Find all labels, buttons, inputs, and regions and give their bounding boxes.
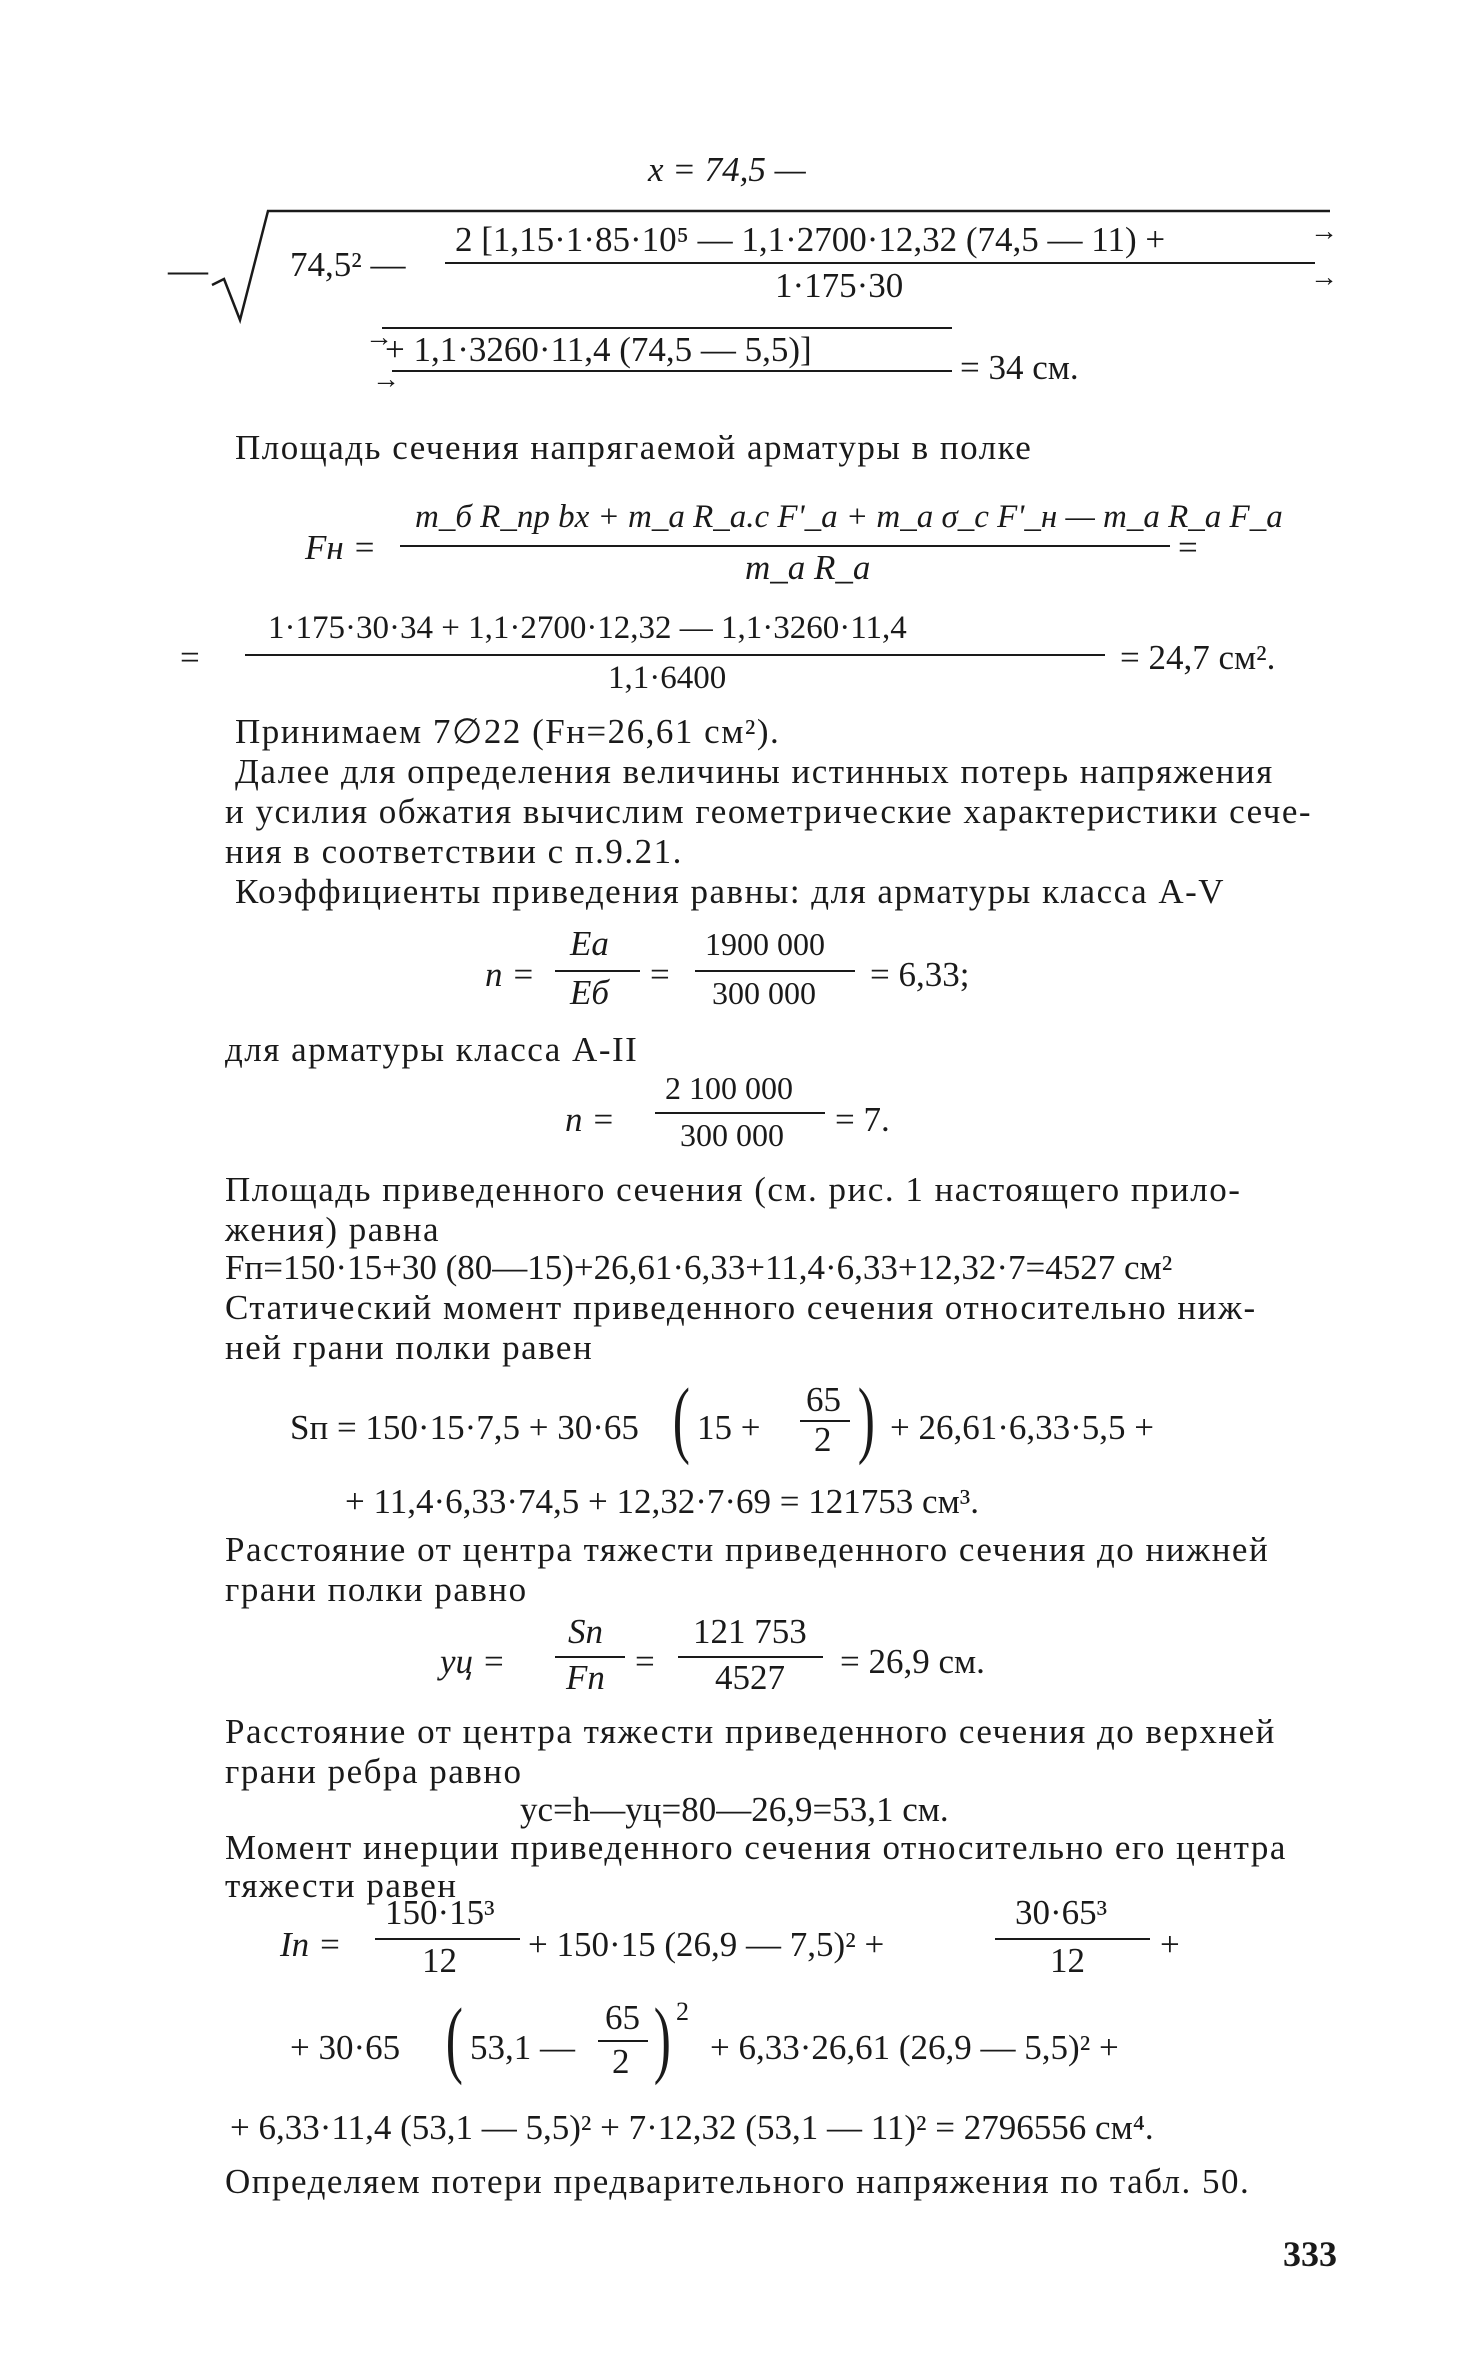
eq-i-plus: + [1160,1925,1180,1964]
eq-s-lhs: Sп = 150·15·7,5 + 30·65 [290,1408,639,1447]
paragraph-line: тяжести равен [225,1866,458,1905]
eq-i3: + 6,33·11,4 (53,1 — 5,5)² + 7·12,32 (53,1 — 11)² = 2796556 см⁴. [230,2108,1154,2147]
right-paren-glyph: ) [653,1990,671,2086]
eq-fp: Fп=150·15+30 (80—15)+26,61·6,33+11,4·6,33+12,32·7=4527 см² [225,1248,1173,1287]
fraction-bar [655,1112,825,1114]
eq-yc-num1: Sп [568,1612,603,1651]
eq-n1-den1: Eб [570,973,609,1012]
paragraph-line: жения) равна [225,1210,441,1249]
eq-s-line2: + 11,4·6,33·74,5 + 12,32·7·69 = 121753 см³. [345,1482,979,1521]
eq-yc-lhs: yц = [440,1642,506,1681]
paragraph-line: грани ребра равно [225,1752,523,1791]
eq-n1-num1: Eа [570,924,609,963]
eq-x-cont: + 1,1·3260·11,4 (74,5 — 5,5)] [385,330,812,369]
paragraph-line: Момент инерции приведенного сечения относительно его центра [225,1828,1287,1867]
eq-fn-lhs: Fн = [305,528,377,567]
eq-x-minus: — [168,247,208,292]
arrow-icon: → [1310,216,1338,247]
right-paren-glyph: ) [857,1370,875,1466]
eq-n2-result: = 7. [835,1100,890,1139]
eq-n2-num: 2 100 000 [665,1070,793,1106]
paragraph-line: Площадь приведенного сечения (см. рис. 1 настоящего прило- [225,1170,1242,1209]
eq-ys: yс=h—yц=80—26,9=53,1 см. [520,1790,949,1829]
eq-x-den: 1·175·30 [775,266,904,305]
fraction-bar [245,654,1105,656]
paragraph-line: для арматуры класса А-II [225,1030,639,1069]
eq-fn2-den: 1,1·6400 [608,660,727,696]
eq-fn-den: m_а R_а [745,548,871,587]
left-paren-glyph: ( [672,1370,690,1466]
eq-yc-result: = 26,9 см. [840,1642,985,1681]
eq-s-rest: + 26,61·6,33·5,5 + [890,1408,1155,1447]
fraction-bar [695,970,855,972]
eq-n1-result: = 6,33; [870,955,970,994]
eq-n2-lhs: n = [565,1100,615,1139]
eq-yc-num2: 121 753 [693,1612,807,1651]
eq-n1-num2: 1900 000 [705,926,825,962]
eq-n2-den: 300 000 [680,1117,784,1153]
eq-s-frac-den: 2 [814,1420,832,1459]
eq-n1-den2: 300 000 [712,975,816,1011]
paragraph-line: Расстояние от центра тяжести приведенного сечения до верхней [225,1712,1276,1751]
eq-i-mid: + 150·15 (26,9 — 7,5)² + [528,1925,885,1964]
eq-i2-a: + 30·65 [290,2028,401,2067]
eq-i2-inner: 53,1 — [470,2028,575,2067]
eq-i-num1: 150·15³ [385,1893,495,1932]
eq-i-den2: 12 [1050,1941,1085,1980]
eq-i2-frac-num: 65 [605,1998,640,2037]
paragraph-line: Статический момент приведенного сечения относительно ниж- [225,1288,1257,1327]
eq-i-lhs: Iп = [280,1925,342,1964]
fraction-bar [445,262,1315,264]
paragraph-line: ней грани полки равен [225,1328,594,1367]
eq-x-num: 2 [1,15·1·85·10⁵ — 1,1·2700·12,32 (74,5 — 11) + [455,220,1166,259]
eq-fn2-result: = 24,7 см². [1120,638,1276,677]
eq-i-den1: 12 [422,1941,457,1980]
arrow-icon: → [372,364,400,395]
fraction-bar [400,545,1170,547]
paragraph-line: Принимаем 7∅22 (Fн=26,61 см²). [235,712,781,751]
eq-yc-den1: Fп [566,1658,605,1697]
fraction-bar [392,370,952,372]
eq-fn2-eq: = [180,638,200,677]
eq-x-a: 74,5² — [290,245,406,284]
radical-overline [382,327,952,329]
eq-x-result: = 34 см. [960,348,1079,387]
fraction-bar [375,1938,520,1940]
paragraph-line: и усилия обжатия вычислим геометрические характеристики сече- [225,792,1313,831]
eq-yc-den2: 4527 [715,1658,785,1697]
eq-i2-frac-den: 2 [612,2042,630,2081]
arrow-icon: → [365,322,393,353]
paragraph-line: ния в соответствии с п.9.21. [225,832,683,871]
paragraph-line: Коэффициенты приведения равны: для арматуры класса А-V [235,872,1226,911]
eq-fn-num: m_б R_пр bx + m_а R_а.с F'_а + m_а σ_с F'_н — m_а R_а F_а [415,499,1283,535]
paragraph-line: Расстояние от центра тяжести приведенного сечения до нижней [225,1530,1270,1569]
arrow-icon: → [1310,262,1338,293]
fraction-bar [995,1938,1150,1940]
eq-i-num2: 30·65³ [1015,1893,1108,1932]
paragraph-line: Площадь сечения напрягаемой арматуры в полке [235,428,1033,467]
eq-x-head: x = 74,5 — [648,150,806,189]
eq-s-inner: 15 + [697,1408,761,1447]
paragraph-line: Определяем потери предварительного напряжения по табл. 50. [225,2162,1251,2201]
eq-s-frac-num: 65 [806,1380,841,1419]
eq-yc-eq: = [635,1642,655,1681]
paragraph-line: Далее для определения величины истинных потерь напряжения [235,752,1274,791]
eq-i2-rest: + 6,33·26,61 (26,9 — 5,5)² + [710,2028,1119,2067]
page-number: 333 [1283,2234,1337,2274]
paragraph-line: грани полки равно [225,1570,528,1609]
eq-fn2-num: 1·175·30·34 + 1,1·2700·12,32 — 1,1·3260·11,4 [268,610,907,646]
left-paren-glyph: ( [445,1990,463,2086]
eq-i2-square: 2 [676,1997,689,2026]
eq-n1-lhs: n = [485,955,535,994]
eq-fn-eq: = [1178,528,1198,567]
fraction-bar [555,970,640,972]
eq-n1-eq: = [650,955,670,994]
